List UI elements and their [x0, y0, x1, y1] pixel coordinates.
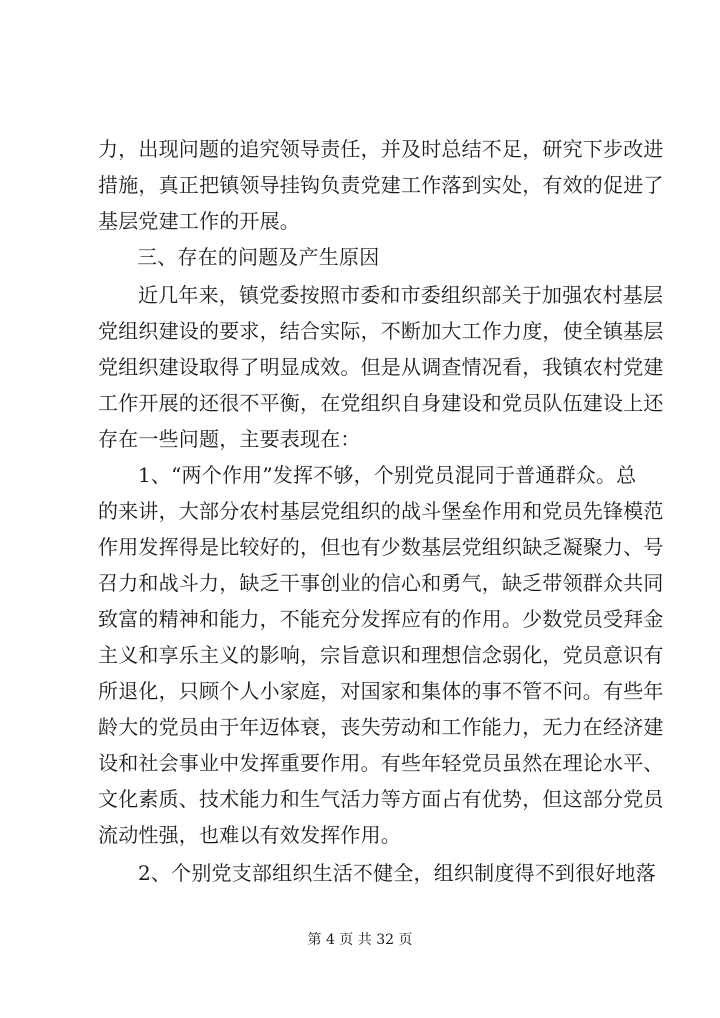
section-heading-text: 三、存在的问题及产生原因 — [137, 245, 380, 269]
text-line-content: 致富的精神和能力，不能充分发挥应有的作用。少数党员受拜金 — [98, 607, 664, 631]
text-line-content: 作用发挥得是比较好的，但也有少数基层党组织缺乏凝聚力、号 — [98, 535, 664, 559]
text-line-content: 所退化，只顾个人小家庭，对国家和集体的事不管不问。有些年 — [98, 679, 664, 703]
text-line-content: 力，出现问题的追究领导责任，并及时总结不足，研究下步改进 — [98, 137, 664, 161]
text-line-content: 工作开展的还很不平衡，在党组织自身建设和党员队伍建设上还 — [98, 391, 664, 415]
text-line — [0, 784, 720, 814]
text-line — [0, 820, 720, 850]
text-line — [0, 604, 720, 634]
text-line — [0, 388, 720, 418]
text-line — [0, 568, 720, 598]
text-line-content: 存在一些问题，主要表现在： — [98, 427, 361, 451]
text-line-content: 党组织建设取得了明显成效。但是从调查情况看，我镇农村党建 — [98, 355, 664, 379]
text-line — [0, 496, 720, 526]
text-line-content: 的来讲，大部分农村基层党组织的战斗堡垒作用和党员先锋模范 — [98, 499, 664, 523]
text-line — [0, 712, 720, 742]
text-line-content: 龄大的党员由于年迈体衰，丧失劳动和工作能力，无力在经济建 — [98, 715, 664, 739]
text-line — [0, 460, 720, 490]
text-line — [0, 134, 720, 164]
text-line-content: 设和社会事业中发挥重要作用。有些年轻党员虽然在理论水平、 — [98, 751, 664, 775]
text-line — [0, 858, 720, 888]
text-line-content: 主义和享乐主义的影响，宗旨意识和理想信念弱化，党员意识有 — [98, 643, 664, 667]
text-line-content: 流动性强，也难以有效发挥作用。 — [98, 823, 401, 847]
text-line — [0, 676, 720, 706]
text-line-content: 2、个别党支部组织生活不健全，组织制度得不到很好地落 — [138, 861, 656, 885]
text-line — [0, 206, 720, 236]
text-line — [0, 532, 720, 562]
text-line-content: 基层党建工作的开展。 — [98, 209, 300, 233]
text-line — [0, 352, 720, 382]
text-line — [0, 316, 720, 346]
text-line-content: 措施，真正把镇领导挂钩负责党建工作落到实处，有效的促进了 — [98, 173, 664, 197]
text-line — [0, 424, 720, 454]
text-line — [0, 170, 720, 200]
text-line-content: 召力和战斗力，缺乏干事创业的信心和勇气，缺乏带领群众共同 — [98, 571, 664, 595]
text-line-content: 近几年来，镇党委按照市委和市委组织部关于加强农村基层 — [138, 283, 664, 307]
text-line-content: 文化素质、技术能力和生气活力等方面占有优势，但这部分党员 — [98, 787, 664, 811]
text-line-content: 党组织建设的要求，结合实际，不断加大工作力度，使全镇基层 — [98, 319, 664, 343]
text-line — [0, 748, 720, 778]
text-line — [0, 280, 720, 310]
section-heading — [0, 242, 720, 272]
page-footer: 第 4 页 共 32 页 — [307, 932, 413, 948]
text-line — [0, 640, 720, 670]
text-line-content: 1、“两个作用”发挥不够，个别党员混同于普通群众。总 — [138, 463, 637, 487]
